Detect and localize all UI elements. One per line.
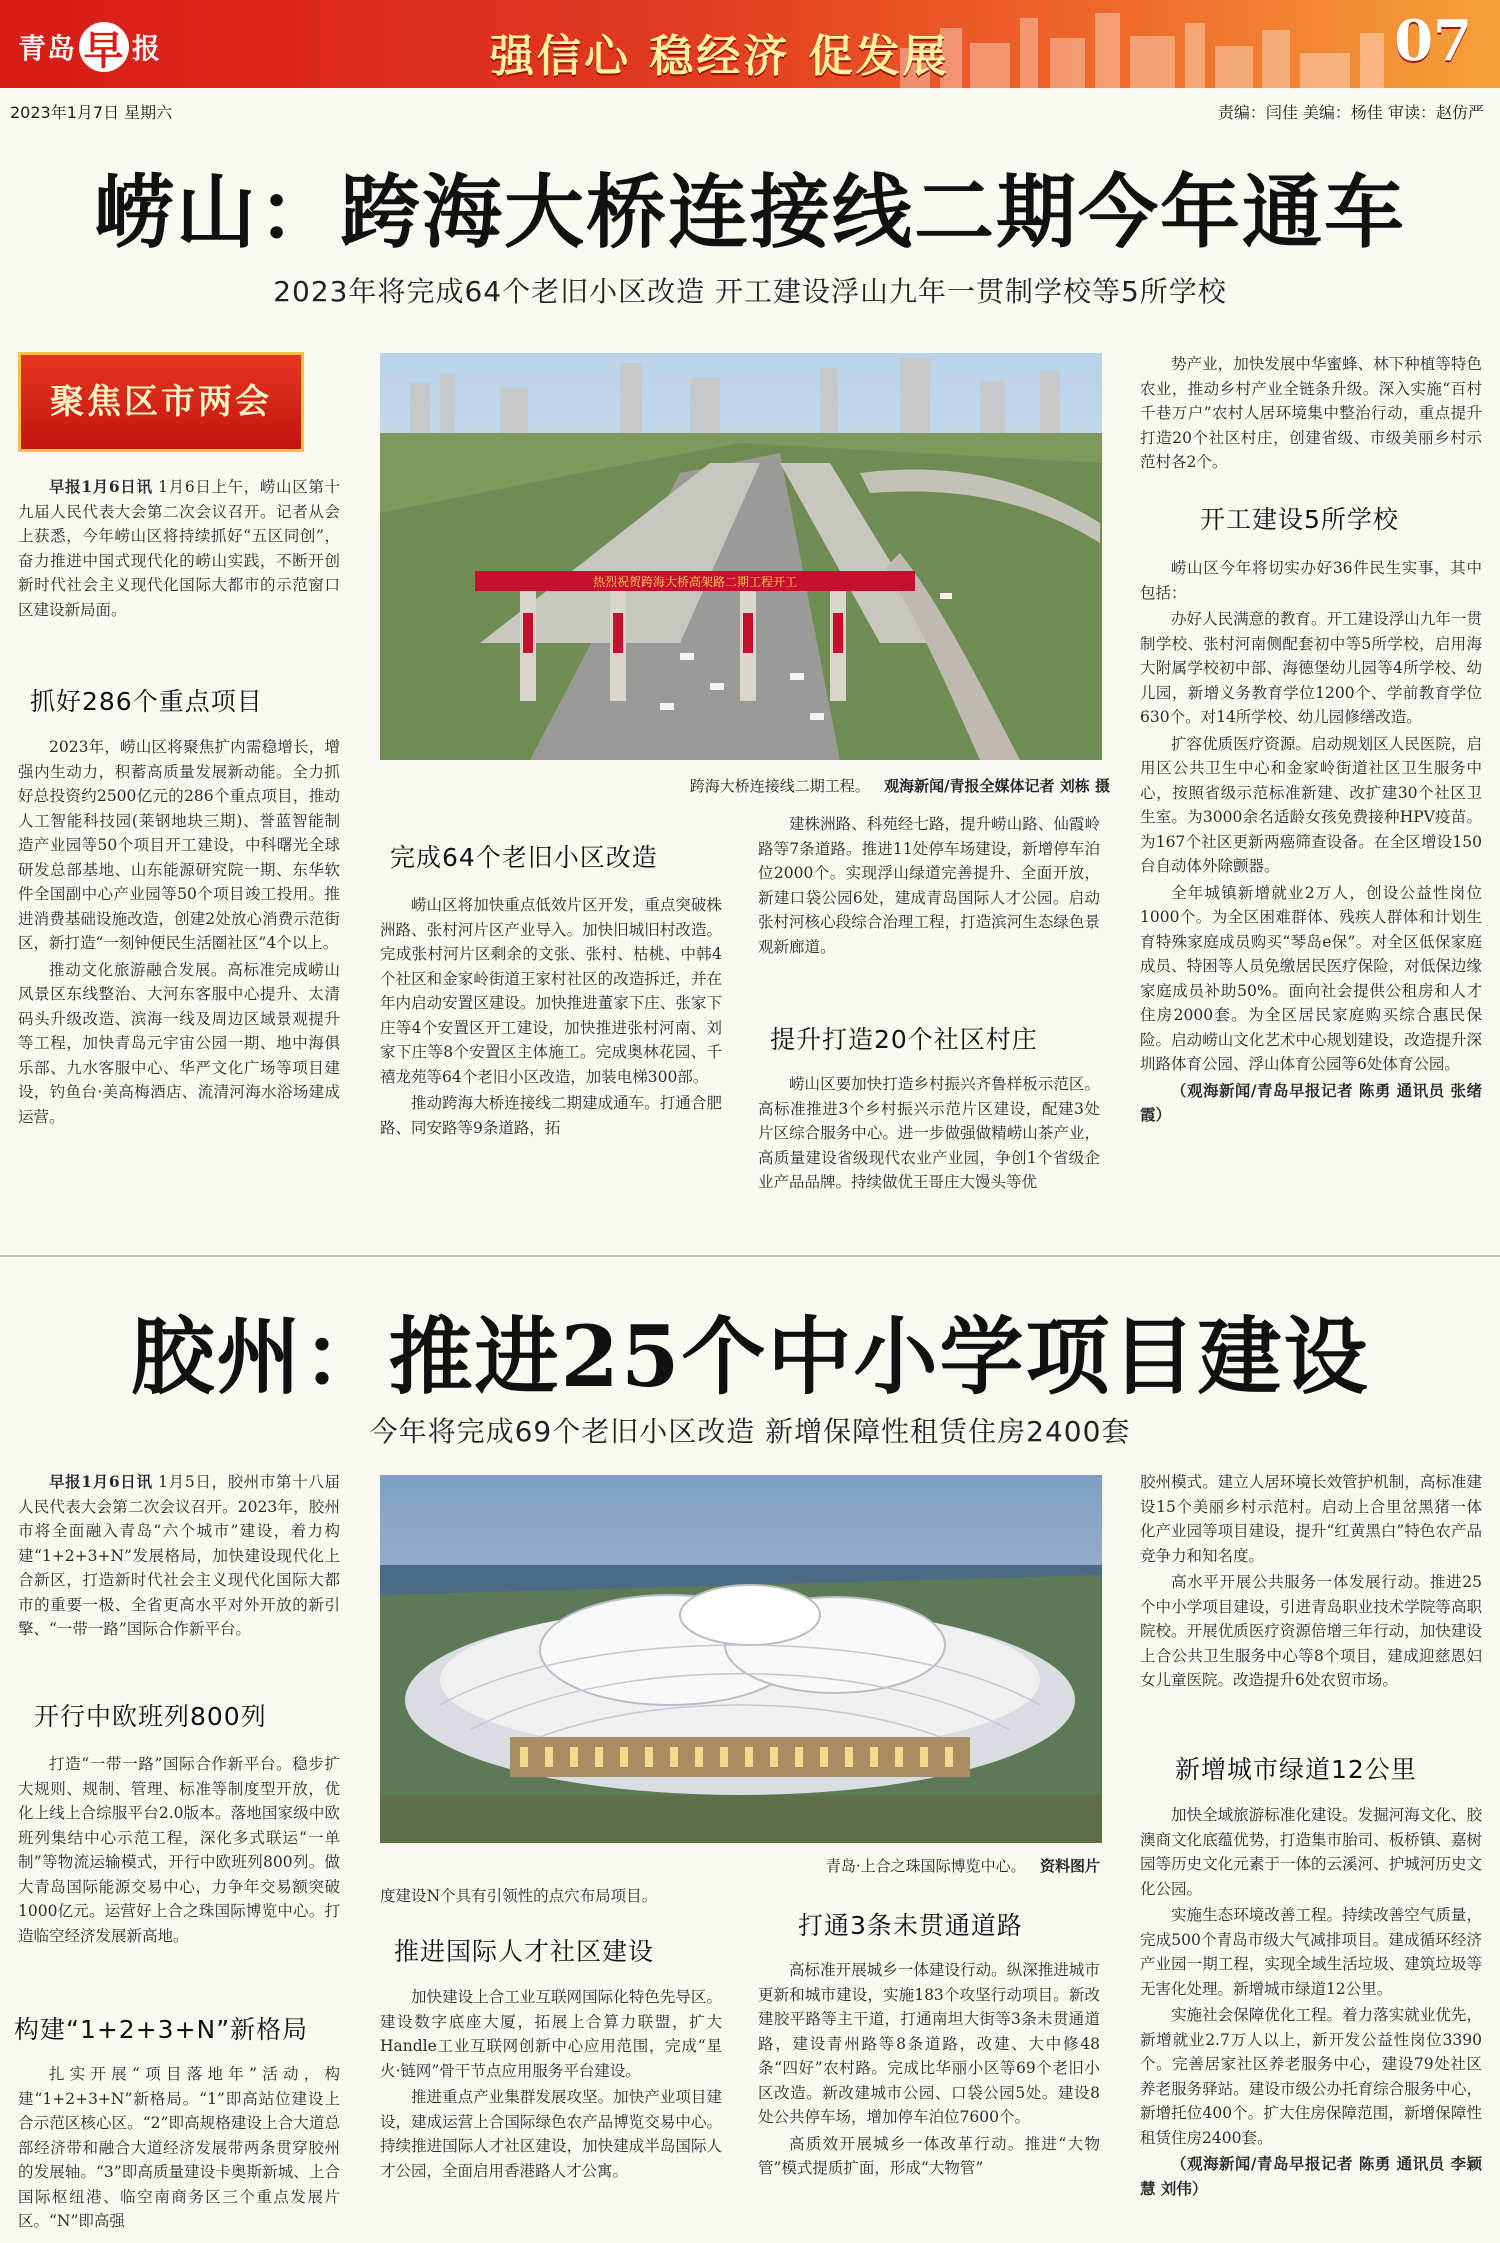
paragraph: 胶州模式。建立人居环境长效管护机制，高标准建设15个美丽乡村示范村。启动上合里岔黑猪一体化产业园等项目建设，提升“红黄黑白”特色农产品竞争力和知名度。 (1140, 1473, 1482, 1565)
paragraph: 势产业，加快发展中华蜜蜂、林下种植等特色农业，推动乡村产业全链条升级。深入实施“百村千巷万户”农村人居环境集中整治行动，重点提升打造20个社区村庄，创建省级、市级美丽乡村示范村各2个。 (1140, 355, 1482, 471)
article1-col1-bottom (18, 735, 340, 1235)
paragraph: 办好人民满意的教育。开工建设浮山九年一贯制学校、张村河南侧配套初中等5所学校，启用海大附属学校初中部、海德堡幼儿园等4所学校、幼儿园，新增义务教育学位1200个、学前教育学位630个。对14所学校、幼儿园修缮改造。 (1140, 610, 1482, 726)
paragraph: 崂山区将加快重点低效片区开发，重点突破株洲路、张村河片区产业导入。加快旧城旧村改造。完成张村河片区剩余的文张、张村、枯桃、中韩4个社区和金家岭街道王家村社区的改造拆迁，并在年内启动安置区建设。加快推进董家下庄、张家下庄等4个安置区开工建设，加快推进张村河南、刘家下庄等8个安置区主体施工。完成奥林花园、千禧龙苑等64个老旧小区改造，加装电梯300部。 (380, 896, 722, 1086)
subhead-talent-community: 推进国际人才社区建设 (394, 1937, 655, 1966)
bridge-photo (380, 353, 1102, 760)
article2-col4-top (1140, 1470, 1482, 1740)
article2-headline: 胶州：推进25个中小学项目建设 (130, 1307, 1370, 1406)
article2-col1-top (18, 1470, 340, 1678)
paragraph: 高标准开展城乡一体建设行动。纵深推进城市更新和城市建设，实施183个攻坚行动项目。新改建胶平路等主干道，打通南坦大街等3条未贯通道路，建设青州路等8条道路，改建、大中修48条“四好”农村路。完成比华丽小区等69个老旧小区改造。新改建城市公园、口袋公园5处。建设8处公共停车场，增加停车泊位7600个。 (758, 1961, 1100, 2126)
paragraph: 实施社会保障优化工程。着力落实就业优先，新增就业2.7万人以上，新开发公益性岗位3390个。完善居家社区养老服务中心，建设79处社区养老服务驿站。建设市级公办托育综合服务中心，新增托位400个。扩大住房保障范围，新增保障性租赁住房2400套。 (1140, 2006, 1482, 2147)
article1-col1-top (18, 475, 340, 655)
caption-text: 跨海大桥连接线二期工程。 (689, 777, 870, 795)
article2-col2-top (380, 1884, 722, 1914)
dateline: 2023年1月7日 星期六 (10, 103, 173, 122)
logo-prefix: 青岛 (18, 32, 77, 65)
caption-text: 青岛·上合之珠国际博览中心。 (825, 1857, 1026, 1875)
paragraph: 推动文化旅游融合发展。高标准完成崂山风景区东线整治、大河东客服中心提升、太清码头升级改造、滨海一线及周边区域景观提升等工程，加快青岛元宇宙公园一期、地中海俱乐部、九水客服中心、华严文化广场等项目建设，钓鱼台·美高梅酒店、流清河海水浴场建成运营。 (18, 960, 340, 1126)
expo-photo-caption (520, 1855, 1100, 1876)
logo-suffix: 报 (132, 32, 162, 65)
lead-tag: 早报1月6日讯 (49, 477, 153, 496)
article1-subheadline: 2023年将完成64个老旧小区改造 开工建设浮山九年一贯制学校等5所学校 (273, 275, 1227, 308)
paragraph: 实施生态环境改善工程。持续改善空气质量，完成500个青岛市级大气减排项目。建成循环经济产业园一期工程，实现全域生活垃圾、建筑垃圾等无害化处理。新增城市绿道12公里。 (1140, 1906, 1482, 1998)
paragraph: 扎实开展“项目落地年”活动，构建“1+2+3+N”新格局。“1”即高站位建设上合示范区核心区。“2”即高规格建设上合大道总部经济带和融合大道经济发展带两条贯穿胶州的发展轴。“3”即高质量建设卡奥斯新城、上合国际枢纽港、临空南商务区三个重点发展片区。“N”即高强 (18, 2065, 340, 2230)
article1-credit: （观海新闻/青岛早报记者 陈勇 通讯员 张绪霞） (1140, 1080, 1482, 1124)
focus-label-box (18, 352, 304, 452)
bridge-photo-caption (520, 775, 1110, 796)
article2-col2-bottom (380, 1985, 722, 2240)
caption-credit: 资料图片 (1039, 1857, 1100, 1875)
subhead-286-projects: 抓好286个重点项目 (30, 687, 263, 716)
paragraph: 崂山区要加快打造乡村振兴齐鲁样板示范区。高标准推进3个乡村振兴示范片区建设，配建3处片区综合服务中心。进一步做强做精崂山茶产业，高质量建设省级现代农业产业园，争创1个省级企业产品品牌。持续做优王哥庄大馒头等优 (758, 1075, 1100, 1191)
logo-big-char: 早 (79, 22, 129, 72)
newspaper-logo (18, 22, 161, 72)
paragraph: 建株洲路、科苑经七路，提升崂山路、仙霞岭路等7条道路。推进11处停车场建设，新增停车泊位2000个。实现浮山绿道完善提升、全面开放，新建口袋公园6处，建成青岛国际人才公园。启动张村河核心段综合治理工程，打造滨河生态绿色景观新廊道。 (758, 815, 1100, 956)
subhead-3-roads: 打通3条未贯通道路 (798, 1911, 1023, 1940)
article1-col3-top (758, 812, 1100, 1002)
skyline-graphic (890, 8, 1410, 88)
lead-tag: 早报1月6日讯 (49, 1472, 153, 1491)
paragraph: 推动跨海大桥连接线二期建成通车。打通合肥路、同安路等9条道路，拓 (380, 1094, 722, 1137)
article1-col3-bottom (758, 1072, 1100, 1232)
article2-col1-mid (18, 1752, 340, 1990)
bridge-banner-text: 热烈祝贺跨海大桥高架路二期工程开工 (592, 575, 798, 589)
article1-col4-bottom (1140, 556, 1482, 1226)
article1-col4-top (1140, 352, 1482, 480)
paragraph: 高质效开展城乡一体改革行动。推进“大物管”模式提质扩面，形成“大物管” (758, 2134, 1100, 2177)
article2-col3 (758, 1958, 1100, 2240)
paragraph: 扩容优质医疗资源。启动规划区人民医院，启用区公共卫生中心和金家岭街道社区卫生服务中心，按照省级示范标准新建、改扩建30个社区卫生室。为3000余名适龄女孩免费接种HPV疫苗。为167个社区更新两癌筛查设备。在全区增设150台自动体外除颤器。 (1140, 734, 1482, 875)
paragraph: 崂山区今年将切实办好36件民生实事，其中包括： (1140, 559, 1482, 602)
paragraph: 加快全域旅游标准化建设。发掘河海文化、胶澳商文化底蕴优势，打造集市胎司、板桥镇、嘉树园等历史文化元素于一体的云溪河、护城河历史文化公园。 (1140, 1806, 1482, 1898)
subhead-5-schools: 开工建设5所学校 (1200, 505, 1399, 534)
article2-credit: （观海新闻/青岛早报记者 陈勇 通讯员 李颖慧 刘伟） (1140, 2154, 1482, 2198)
paragraph: 推进重点产业集群发展攻坚。加快产业项目建设，建成运营上合国际绿色农产品博览交易中心。持续推进国际人才社区建设，加快建成半岛国际人才公园，全面启用香港路人才公寓。 (380, 2088, 722, 2180)
focus-label: 聚焦区市两会 (50, 382, 272, 422)
subhead-800-trains: 开行中欧班列800列 (34, 1702, 267, 1731)
article1-headline: 崂山：跨海大桥连接线二期今年通车 (94, 165, 1406, 259)
masthead-banner (0, 0, 1500, 88)
bridge-photo-image (380, 353, 1102, 760)
caption-credit: 观海新闻/青报全媒体记者 刘栋 摄 (884, 777, 1110, 795)
article2-col1-bottom (18, 2062, 340, 2237)
paragraph: 高水平开展公共服务一体发展行动。推进25个中小学项目建设，引进青岛职业技术学院等高职院校。开展优质医疗资源倍增三年行动，加快建设上合公共卫生服务中心等8个项目，建成迎慈恩妇女儿童医院。改造提升6处农贸市场。 (1140, 1573, 1482, 1689)
article2-subheadline: 今年将完成69个老旧小区改造 新增保障性租赁住房2400套 (369, 1415, 1131, 1448)
subhead-12km-greenway: 新增城市绿道12公里 (1175, 1755, 1417, 1784)
page-number: 07 (1394, 8, 1472, 74)
article-divider (0, 1255, 1500, 1257)
paragraph: 2023年，崂山区将聚焦扩内需稳增长，增强内生动力，积蓄高质量发展新动能。全力抓好总投资约2500亿元的286个重点项目，推动人工智能科技园(莱钢地块三期)、誉蓝智能制造产业园等50个项目开工建设，中科曙光全球研发总部基地、山东能源研究院一期、东华软件全国副中心产业园等50个项目竣工投用。推进消费基础设施改造，创建2处放心消费示范街区，新打造“一刻钟便民生活圈社区”4个以上。 (18, 738, 340, 952)
paragraph: 全年城镇新增就业2万人，创设公益性岗位1000个。为全区困难群体、残疾人群体和计划生育特殊家庭成员购买“琴岛e保”。对全区低保家庭成员、特困等人员免缴居民医疗保险，对低保边缘家庭成员补助50%。面向社会提供公租房和人才住房2000套。为全区居民家庭购买综合惠民保险。启动崂山文化艺术中心规划建设，改造提升深圳路体育公园、浮山体育公园等6处体育公园。 (1140, 883, 1482, 1073)
paragraph: 度建设N个具有引领性的点穴布局项目。 (380, 1887, 658, 1905)
paragraph: 打造“一带一路”国际合作新平台。稳步扩大规则、规制、管理、标准等制度型开放，优化上线上合综服平台2.0版本。落地国家级中欧班列集结中心示范工程，深化多式联运“一单制”等物流运输模式，开行中欧班列800列。做大青岛国际能源交易中心，力争年交易额突破1000亿元。运营好上合之珠国际博览中心。打造临空经济发展新高地。 (18, 1755, 340, 1945)
expo-center-photo (380, 1475, 1102, 1843)
page-slogan: 强信心 稳经济 促发展 (490, 31, 950, 82)
article2-col4-bottom (1140, 1803, 1482, 2240)
paragraph: 加快建设上合工业互联网国际化特色先导区。建设数字底座大厦，拓展上合算力联盟，扩大Handle工业互联网创新中心应用范围，完成“星火·链网”骨干节点应用服务平台建设。 (380, 1988, 722, 2080)
paragraph: 1月5日，胶州市第十八届人民代表大会第二次会议召开。2023年，胶州市将全面融入青岛“六个城市”建设，着力构建“1+2+3+N”发展格局，加快建设现代化上合新区，打造新时代社会主义现代化国际大都市的重要一极、全省更高水平对外开放的新引擎、“一带一路”国际合作新平台。 (18, 1473, 340, 1638)
subhead-new-pattern: 构建“1+2+3+N”新格局 (14, 2015, 309, 2044)
editor-credits: 责编：闫佳 美编：杨佳 审读：赵仿严 (1217, 103, 1484, 122)
paragraph: 1月6日上午，崂山区第十九届人民代表大会第二次会议召开。记者从会上获悉，今年崂山区将持续抓好“五区同创”，奋力推进中国式现代化的崂山实践，不断开创新时代社会主义现代化国际大都市的示范窗口区建设新局面。 (18, 478, 340, 619)
subhead-20-villages: 提升打造20个社区村庄 (770, 1025, 1038, 1054)
expo-center-photo-image (380, 1475, 1102, 1843)
article1-col2 (380, 893, 722, 1228)
subhead-64-communities: 完成64个老旧小区改造 (390, 843, 658, 872)
